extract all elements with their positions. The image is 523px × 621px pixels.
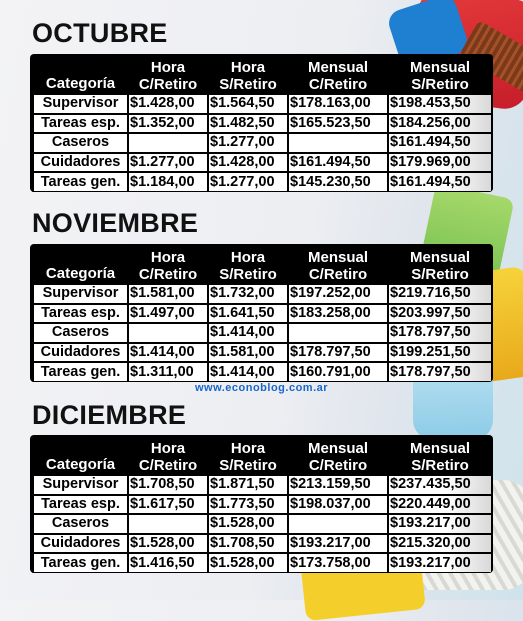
- header-hora-cr: Hora C/Retiro: [138, 440, 198, 474]
- table-row: [33, 534, 492, 554]
- row-category: Tareas esp.: [33, 495, 128, 515]
- cell-mensual-sr: $161.494,50: [388, 172, 492, 192]
- table-row: [33, 553, 492, 573]
- header-mensual-cr: Mensual C/Retiro: [307, 249, 368, 283]
- cell-mensual-cr: [288, 323, 388, 343]
- table-row: [33, 133, 492, 153]
- header-categoria: Categoría: [45, 265, 116, 282]
- salary-table-octubre: [30, 54, 493, 192]
- cell-hora-sr: $1.482,50: [208, 114, 288, 134]
- header-mensual-sr: Mensual S/Retiro: [409, 249, 470, 283]
- cell-hora-sr: $1.732,00: [208, 284, 288, 304]
- source-watermark: www.econoblog.com.ar: [194, 382, 329, 394]
- cell-mensual-cr: $161.494,50: [288, 153, 388, 173]
- cell-hora-cr: [128, 323, 208, 343]
- month-title-diciembre: DICIEMBRE: [32, 400, 187, 430]
- cell-hora-cr: $1.528,00: [128, 534, 208, 554]
- salary-table-diciembre: [30, 435, 493, 573]
- cell-mensual-sr: $193.217,00: [388, 514, 492, 534]
- cell-hora-sr: $1.708,50: [208, 534, 288, 554]
- cell-hora-sr: $1.773,50: [208, 495, 288, 515]
- cell-hora-cr: $1.581,00: [128, 284, 208, 304]
- row-category: Cuidadores: [33, 343, 128, 363]
- row-category: Supervisor: [33, 284, 128, 304]
- cell-hora-sr: $1.277,00: [208, 133, 288, 153]
- table-row: [33, 304, 492, 324]
- cell-hora-cr: $1.428,00: [128, 94, 208, 114]
- header-hora-cr: Hora C/Retiro: [138, 249, 198, 283]
- cell-mensual-sr: $178.797,50: [388, 323, 492, 343]
- table-row: [33, 323, 492, 343]
- header-hora-cr: Hora C/Retiro: [138, 59, 198, 93]
- row-category: Supervisor: [33, 94, 128, 114]
- header-mensual-cr: Mensual C/Retiro: [307, 440, 368, 474]
- cell-mensual-sr: $219.716,50: [388, 284, 492, 304]
- cell-mensual-sr: $193.217,00: [388, 553, 492, 573]
- header-mensual-sr: Mensual S/Retiro: [409, 59, 470, 93]
- table-row: [33, 284, 492, 304]
- cell-hora-sr: $1.641,50: [208, 304, 288, 324]
- cell-hora-sr: $1.581,00: [208, 343, 288, 363]
- table-row: [33, 362, 492, 382]
- row-category: Tareas gen.: [33, 553, 128, 573]
- cell-hora-sr: $1.277,00: [208, 172, 288, 192]
- table-row: [33, 114, 492, 134]
- cell-mensual-sr: $237.435,50: [388, 475, 492, 495]
- row-category: Caseros: [33, 323, 128, 343]
- row-category: Tareas esp.: [33, 304, 128, 324]
- cell-hora-sr: $1.564,50: [208, 94, 288, 114]
- month-title-noviembre: NOVIEMBRE: [32, 208, 199, 238]
- table-row: [33, 514, 492, 534]
- cell-hora-sr: $1.528,00: [208, 553, 288, 573]
- cell-hora-sr: $1.428,00: [208, 153, 288, 173]
- header-mensual-sr: Mensual S/Retiro: [409, 440, 470, 474]
- row-category: Caseros: [33, 133, 128, 153]
- cell-mensual-cr: $198.037,00: [288, 495, 388, 515]
- cell-mensual-sr: $203.997,50: [388, 304, 492, 324]
- cell-hora-sr: $1.414,00: [208, 362, 288, 382]
- table-row: [33, 343, 492, 363]
- month-title-octubre: OCTUBRE: [32, 18, 168, 48]
- cell-hora-cr: [128, 133, 208, 153]
- cell-mensual-sr: $215.320,00: [388, 534, 492, 554]
- cell-hora-sr: $1.528,00: [208, 514, 288, 534]
- row-category: Tareas gen.: [33, 172, 128, 192]
- cell-hora-cr: $1.617,50: [128, 495, 208, 515]
- row-category: Cuidadores: [33, 534, 128, 554]
- cell-mensual-cr: $173.758,00: [288, 553, 388, 573]
- header-hora-sr: Hora S/Retiro: [219, 59, 277, 93]
- row-category: Supervisor: [33, 475, 128, 495]
- cell-mensual-sr: $184.256,00: [388, 114, 492, 134]
- cell-mensual-cr: $165.523,50: [288, 114, 388, 134]
- cell-mensual-cr: $213.159,50: [288, 475, 388, 495]
- row-category: Caseros: [33, 514, 128, 534]
- table-row: [33, 94, 492, 114]
- cell-mensual-cr: $145.230,50: [288, 172, 388, 192]
- cell-hora-cr: $1.311,00: [128, 362, 208, 382]
- cell-mensual-cr: $160.791,00: [288, 362, 388, 382]
- cell-mensual-sr: $179.969,00: [388, 153, 492, 173]
- row-category: Cuidadores: [33, 153, 128, 173]
- cell-hora-cr: $1.497,00: [128, 304, 208, 324]
- cell-mensual-cr: $178.797,50: [288, 343, 388, 363]
- cell-mensual-cr: $178.163,00: [288, 94, 388, 114]
- table-row: [33, 475, 492, 495]
- cell-hora-sr: $1.414,00: [208, 323, 288, 343]
- header-categoria: Categoría: [45, 75, 116, 92]
- cell-mensual-sr: $178.797,50: [388, 362, 492, 382]
- table-row: [33, 153, 492, 173]
- header-hora-sr: Hora S/Retiro: [219, 440, 277, 474]
- table-row: [33, 495, 492, 515]
- cell-mensual-cr: [288, 133, 388, 153]
- cell-mensual-sr: $220.449,00: [388, 495, 492, 515]
- cell-mensual-cr: $183.258,00: [288, 304, 388, 324]
- cell-hora-cr: $1.184,00: [128, 172, 208, 192]
- cell-mensual-sr: $199.251,50: [388, 343, 492, 363]
- table-row: [33, 172, 492, 192]
- salary-table-noviembre: [30, 244, 493, 382]
- cell-hora-cr: $1.414,00: [128, 343, 208, 363]
- cell-hora-cr: $1.277,00: [128, 153, 208, 173]
- cell-hora-cr: [128, 514, 208, 534]
- cell-hora-sr: $1.871,50: [208, 475, 288, 495]
- cell-mensual-cr: [288, 514, 388, 534]
- cell-mensual-sr: $161.494,50: [388, 133, 492, 153]
- cell-hora-cr: $1.708,50: [128, 475, 208, 495]
- header-categoria: Categoría: [45, 456, 116, 473]
- header-hora-sr: Hora S/Retiro: [219, 249, 277, 283]
- cell-mensual-sr: $198.453,50: [388, 94, 492, 114]
- cell-mensual-cr: $197.252,00: [288, 284, 388, 304]
- row-category: Tareas gen.: [33, 362, 128, 382]
- cell-hora-cr: $1.416,50: [128, 553, 208, 573]
- header-mensual-cr: Mensual C/Retiro: [307, 59, 368, 93]
- row-category: Tareas esp.: [33, 114, 128, 134]
- cell-hora-cr: $1.352,00: [128, 114, 208, 134]
- cell-mensual-cr: $193.217,00: [288, 534, 388, 554]
